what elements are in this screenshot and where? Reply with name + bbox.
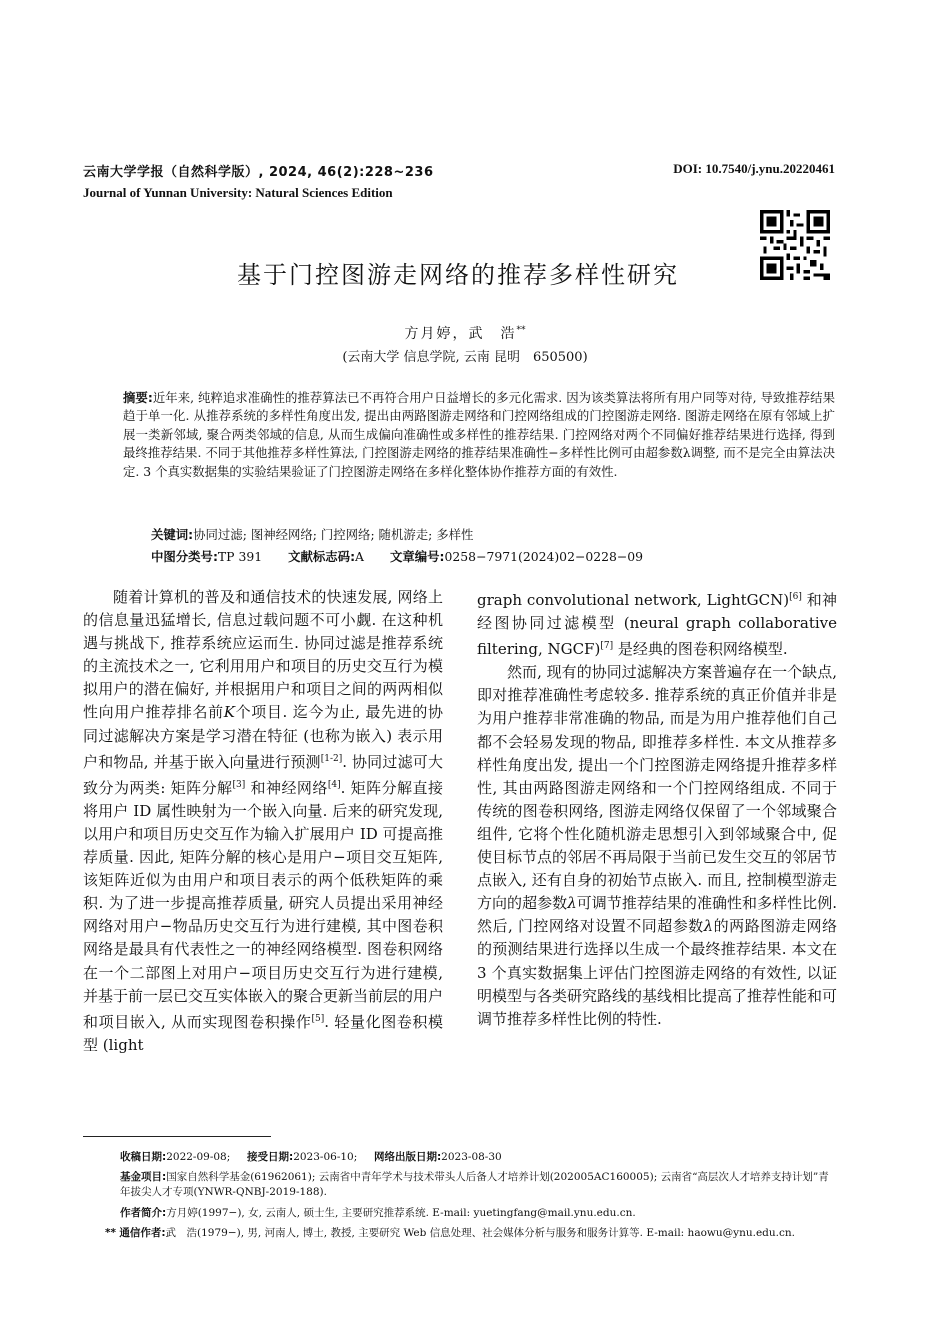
affiliation: (云南大学 信息学院, 云南 昆明 650500) [342, 350, 588, 365]
footnote-author-bio: 作者简介:方月婷(1997−), 女, 云南人, 硕士生, 主要研究推荐系统. E-mail: yuetingfang@mail.ynu.edu.cn. [120, 1207, 636, 1219]
article-number-label: 文章编号: [390, 549, 445, 564]
paper-title: 基于门控图游走网络的推荐多样性研究 [237, 261, 679, 289]
clc-value: TP 391 [217, 549, 263, 564]
footnote-dates: 收稿日期:2022-09-08; 接受日期:2023-06-10; 网络出版日期:2023-08-30 [120, 1151, 502, 1163]
journal-english-name: Journal of Yunnan University: Natural Sciences Edition [83, 185, 393, 200]
authors [0, 323, 930, 343]
author-names: 方月婷，武 浩 [404, 326, 517, 342]
paragraph: graph convolutional network, LightGCN)[6] 和神经图协同过滤模型 (neural graph collaborative filtering, NGCF)[7] 是经典的图卷积网络模型. [477, 591, 837, 659]
keywords-text: 协同过滤; 图神经网络; 门控网络; 随机游走; 多样性 [193, 527, 474, 542]
corresponding-mark: ** [516, 325, 526, 336]
abstract [123, 389, 835, 481]
classification-line [151, 547, 643, 565]
body-left-column [83, 586, 443, 1057]
keywords-label: 关键词: [151, 527, 194, 542]
abstract-text: 近年来, 纯粹追求准确性的推荐算法已不再符合用户日益增长的多元化需求. 因为该类算法将所有用户同等对待, 导致推荐结果趋于单一化. 从推荐系统的多样性角度出发, 提出由两路图游走网络和门控网络组成的门控图游走网络. 图游走网络在原有邻域上扩展一类新邻域, 聚合两类邻域的信息, 从而生成偏向准确性或多样性的推荐结果. 门控网络对两个不同偏好推荐结果进行选择, 得到最终推荐结果. 不同于其他推荐多样性算法, 门控图游走网络的推荐结果准确性−多样性比例可由超参数λ调整, 而不是完全由算法决定. 3 个真实数据集的实验结果验证了门控图游走网络在多样化整体协作推荐方面的有效性. [123, 390, 835, 479]
paragraph: 随着计算机的普及和通信技术的快速发展, 网络上的信息量迅猛增长, 信息过载问题不可小觑. 在这种机遇与挑战下, 推荐系统应运而生. 协同过滤是推荐系统的主流技术之一, 它利用用户和项目的历史交互行为模拟用户的潜在偏好, 并根据用户和项目之间的两两相似性向用户推荐排名前K个项目. 迄今为止, 最先进的协同过滤解决方案是学习潜在特征 (也称为嵌入) 表示用户和物品, 并基于嵌入向量进行预测[1-2]. 协同过滤可大致分为两类: 矩阵分解[3] 和神经网络[4]. 矩阵分解直接将用户 ID 属性映射为一个嵌入向量. 后来的研究发现, 以用户和项目历史交互作为输入扩展用户 ID 可提高推荐质量. 因此, 矩阵分解的核心是用户−项目交互矩阵, 该矩阵近似为由用户和项目表示的两个低秩矩阵的乘积. 为了进一步提高推荐质量, 研究人员提出采用神经网络对用户−物品历史交互行为进行建模, 其中图卷积网络是最具有代表性之一的神经网络模型. 图卷积网络在一个二部图上对用户−项目历史交互行为进行建模, 并基于前一层已交互实体嵌入的聚合更新当前层的用户和项目嵌入, 从而实现图卷积操作[5]. 轻量化图卷积模型 (light [83, 588, 444, 1054]
article-number-value: 0258−7971(2024)02−0228−09 [444, 549, 644, 564]
citation-link[interactable]: [6] [789, 592, 802, 602]
doi[interactable]: DOI: 10.7540/j.ynu.20220461 [673, 161, 835, 176]
journal-header: 云南大学学报（自然科学版）, 2024, 46(2):228~236 [83, 165, 434, 180]
body-right-column [477, 586, 837, 1031]
citation-link[interactable]: [3] [232, 779, 246, 790]
footnote-funding: 基金项目:国家自然科学基金(61962061); 云南省中青年学术与技术带头人后备人才培养计划(202005AC160005); 云南省“高层次人才培养支持计划”青年拔尖人才专项(YNWR-QNBJ-2019-188). [120, 1171, 829, 1198]
footnote-divider [83, 1136, 271, 1137]
clc-label: 中图分类号: [151, 549, 218, 564]
citation-link[interactable]: [4] [327, 779, 341, 790]
citation-link[interactable]: [5] [311, 1013, 325, 1024]
doc-code-value: A [355, 549, 364, 564]
keywords [151, 525, 473, 543]
doc-code-label: 文献标志码: [288, 549, 356, 564]
citation-link[interactable]: [7] [600, 641, 614, 652]
footnote-corresponding-author: ** 通信作者:武 浩(1979−), 男, 河南人, 博士, 教授, 主要研究 Web 信息处理、社会媒体分析与服务和服务计算等. E-mail: haowu@ynu.edu.cn. [105, 1227, 795, 1239]
abstract-label: 摘要: [123, 390, 153, 405]
paragraph: 然而, 现有的协同过滤解决方案普遍存在一个缺点, 即对推荐准确性考虑较多. 推荐系统的真正价值并非是为用户推荐非常准确的物品, 而是为用户推荐他们自己都不会轻易发现的物品, 即推荐多样性. 本文从推荐多样性角度出发, 提出一个门控图游走网络提升推荐多样性, 其由两路图游走网络和一个门控网络组成. 不同于传统的图卷积网络, 图游走网络仅保留了一个邻域聚合组件, 它将个性化随机游走思想引入到邻域聚合中, 促使目标节点的邻居不再局限于当前已发生交互的邻居节点嵌入, 还有自身的初始节点嵌入. 而且, 控制模型游走方向的超参数λ可调节推荐结果的准确性和多样性比例. 然后, 门控网络对设置不同超参数λ的两路图游走网络的预测结果进行选择以生成一个最终推荐结果. 本文在 3 个真实数据集上评估门控图游走网络的有效性, 以证明模型与各类研究路线的基线相比提高了推荐性能和可调节推荐多样性比例的特性. [477, 663, 838, 1028]
citation-link[interactable]: [1-2] [320, 753, 343, 764]
